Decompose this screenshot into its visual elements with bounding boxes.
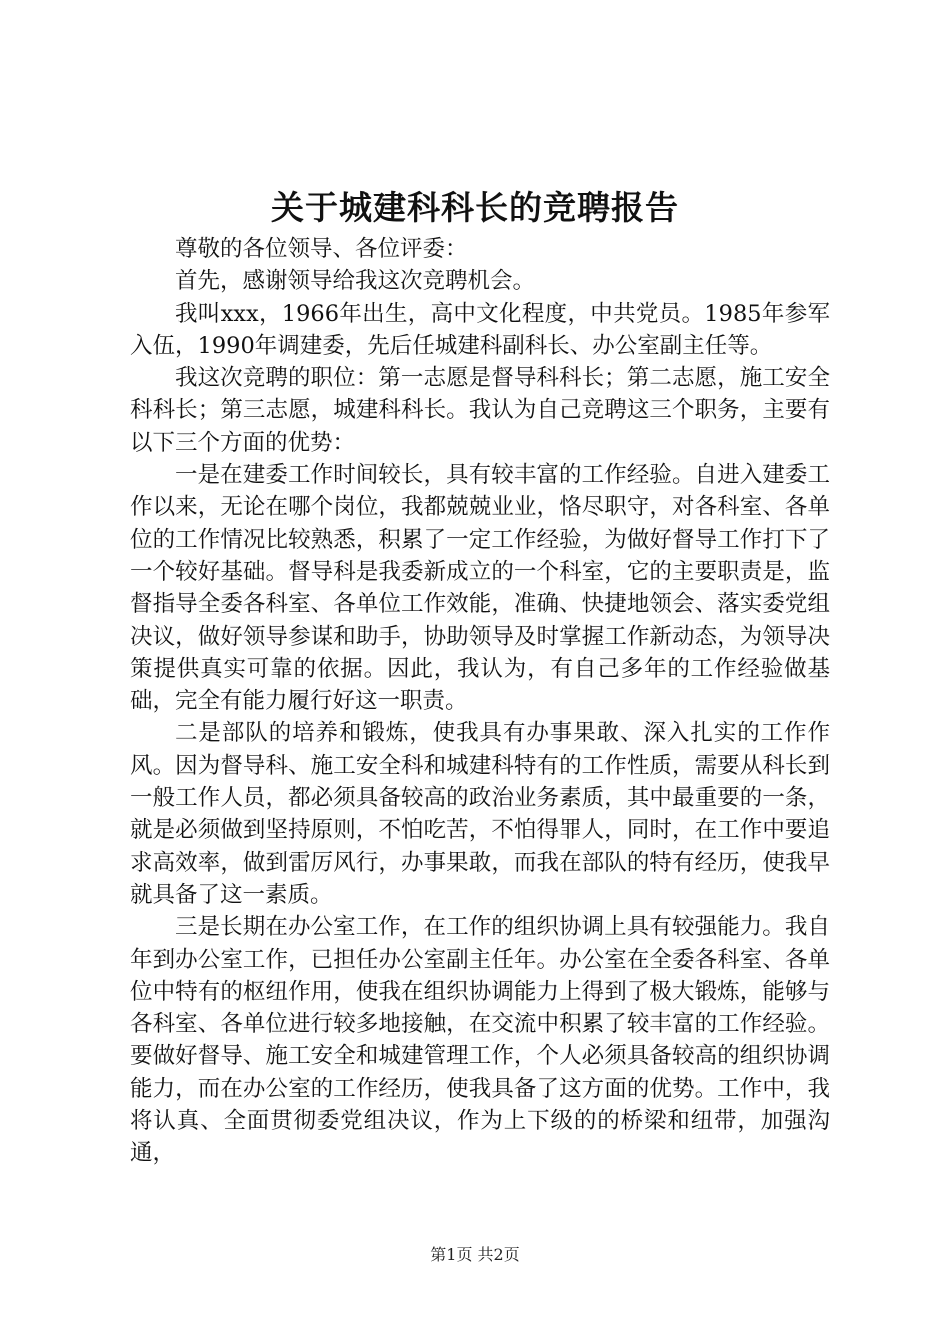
advantage-one-paragraph: 一是在建委工作时间较长，具有较丰富的工作经验。自进入建委工作以来，无论在哪个岗位，我都兢兢业业，恪尽职守，对各科室、各单位的工作情况比较熟悉，积累了一定工作经验，为做好督导工作打下了一个较好基础。督导科是我委新成立的一个科室，它的主要职责是，监督指导全委各科室、各单位工作效能，准确、快捷地领会、落实委党组决议，做好领导参谋和助手，协助领导及时掌握工作新动态，为领导决策提供真实可靠的依据。因此，我认为，有自己多年的工作经验做基础，完全有能力履行好这一职责。 bbox=[130, 462, 830, 715]
advantage-three-paragraph: 三是长期在办公室工作，在工作的组织协调上具有较强能力。我自年到办公室工作，已担任办公室副主任年。办公室在全委各科室、各单位中特有的枢纽作用，使我在组织协调能力上得到了极大锻炼，能够与各科室、各单位进行较多地接触，在交流中积累了较丰富的工作经验。要做好督导、施工安全和城建管理工作，个人必须具备较高的组织协调能力，而在办公室的工作经历，使我具备了这方面的优势。工作中，我将认真、全面贯彻委党组决议，作为上下级的的桥梁和纽带，加强沟通， bbox=[130, 914, 830, 1167]
salutation-paragraph: 尊敬的各位领导、各位评委： bbox=[175, 236, 468, 262]
advantage-two-paragraph: 二是部队的培养和锻炼，使我具有办事果敢、深入扎实的工作作风。因为督导科、施工安全科和城建科特有的工作性质，需要从科长到一般工作人员，都必须具备较高的政治业务素质，其中最重要的一条，就是必须做到坚持原则，不怕吃苦，不怕得罪人，同时，在工作中要追求高效率，做到雷厉风行，办事果敢，而我在部队的特有经历，使我早就具备了这一素质。 bbox=[130, 720, 830, 908]
document-body bbox=[130, 233, 830, 1170]
position-choice-paragraph: 我这次竞聘的职位：第一志愿是督导科科长；第二志愿，施工安全科科长；第三志愿，城建科科长。我认为自己竞聘这三个职务，主要有以下三个方面的优势： bbox=[130, 365, 830, 456]
self-introduction-paragraph: 我叫xxx，1966年出生，高中文化程度，中共党员。1985年参军入伍，1990年调建委，先后任城建科副科长、办公室副主任等。 bbox=[130, 300, 830, 359]
opening-paragraph: 首先，感谢领导给我这次竞聘机会。 bbox=[175, 268, 536, 295]
document-title: 关于城建科科长的竞聘报告 bbox=[271, 188, 679, 227]
page-footer: 第1页 共2页 bbox=[430, 1245, 520, 1264]
